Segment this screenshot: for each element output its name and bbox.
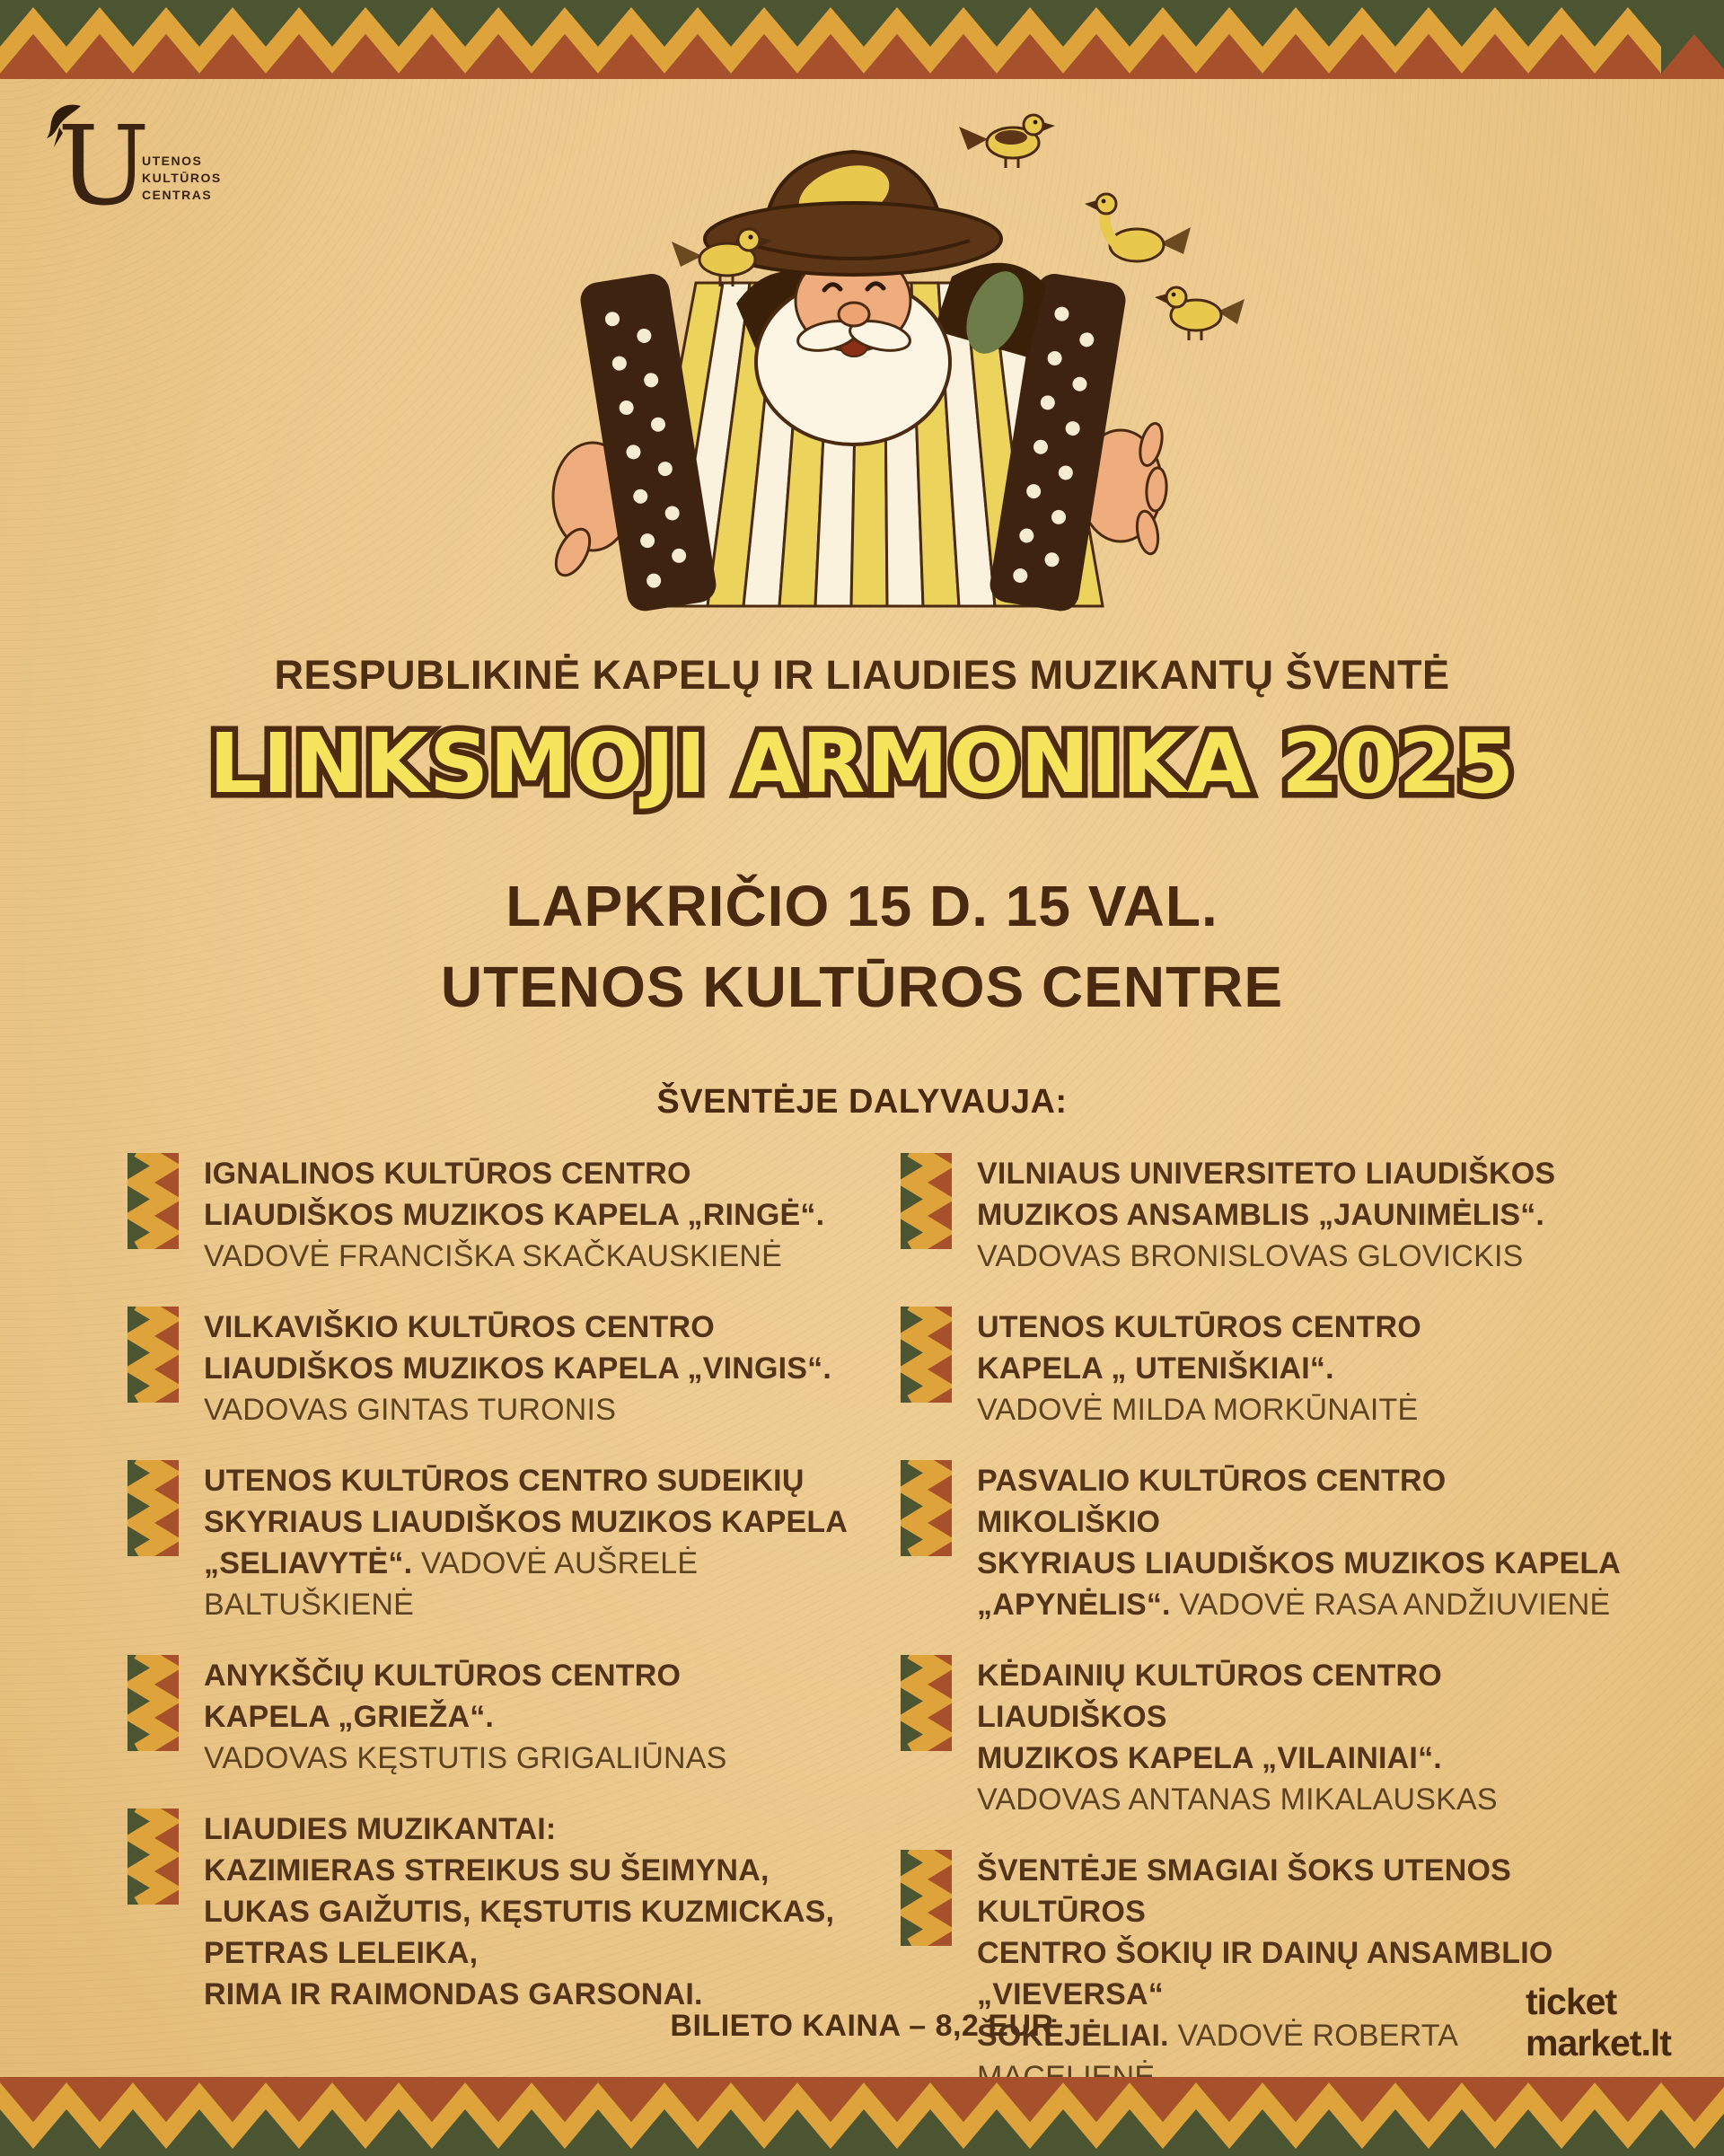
participant-line: ANYKŠČIŲ KULTŪROS CENTRO bbox=[204, 1659, 682, 1693]
zigzag-bullet-icon bbox=[128, 1655, 179, 1751]
participant-line: ŠOKĖJĖLIAI. VADOVĖ ROBERTA bbox=[977, 2019, 1457, 2053]
top-zigzag-border bbox=[0, 0, 1724, 79]
zigzag-bullet-icon bbox=[901, 1850, 952, 1946]
participant-item bbox=[901, 1307, 1636, 1430]
logo-text-line: CENTRAS bbox=[142, 188, 213, 202]
participant-item bbox=[128, 1655, 901, 1779]
zigzag-bullet-icon bbox=[901, 1307, 952, 1403]
participant-text bbox=[977, 1460, 1636, 1625]
participant-line: VILKAVIŠKIO KULTŪROS CENTRO bbox=[204, 1310, 715, 1344]
participant-line: SKYRIAUS LIAUDIŠKOS MUZIKOS KAPELA bbox=[204, 1505, 849, 1539]
logo-text bbox=[142, 153, 222, 204]
zigzag-bullet-icon bbox=[128, 1460, 179, 1556]
participant-item bbox=[901, 1655, 1636, 1820]
participant-line: VADOVAS BRONISLOVAS GLOVICKIS bbox=[977, 1239, 1524, 1273]
participants-heading: ŠVENTĖJE DALYVAUJA: bbox=[656, 1083, 1068, 1121]
participant-line: VADOVAS GINTAS TURONIS bbox=[204, 1393, 617, 1427]
participant-line: KAPELA „ UTENIŠKIAI“. bbox=[977, 1351, 1334, 1386]
zigzag-bullet-icon bbox=[128, 1153, 179, 1249]
event-date: LAPKRIČIO 15 D. 15 VAL. bbox=[506, 874, 1218, 938]
ticket-price: BILIETO KAINA – 8,2 EUR bbox=[670, 2009, 1054, 2043]
participant-line: MUZIKOS KAPELA „VILAINIAI“. bbox=[977, 1741, 1442, 1775]
zigzag-bullet-icon bbox=[128, 1307, 179, 1403]
participant-line: IGNALINOS KULTŪROS CENTRO bbox=[204, 1157, 691, 1191]
participant-line: LIAUDIŠKOS MUZIKOS KAPELA „VINGIS“. bbox=[204, 1351, 832, 1386]
participants-column-left bbox=[128, 1153, 901, 2127]
participant-item bbox=[128, 1460, 901, 1625]
participant-item bbox=[128, 1153, 901, 1277]
participant-text bbox=[204, 1655, 726, 1779]
participant-item bbox=[128, 1808, 901, 2015]
participant-item bbox=[901, 1153, 1636, 1277]
participant-text bbox=[204, 1307, 831, 1430]
participant-line: PETRAS LELEIKA, bbox=[204, 1936, 479, 1970]
participant-line: KĖDAINIŲ KULTŪROS CENTRO LIAUDIŠKOS bbox=[977, 1659, 1442, 1734]
participant-item bbox=[128, 1307, 901, 1430]
zigzag-bullet-icon bbox=[901, 1153, 952, 1249]
participant-line: LIAUDIŠKOS MUZIKOS KAPELA „RINGĖ“. bbox=[204, 1198, 825, 1232]
participant-line: CENTRO ŠOKIŲ IR DAINŲ ANSAMBLIO „VIEVERSA“ bbox=[977, 1936, 1553, 2011]
participant-text bbox=[204, 1808, 834, 2015]
ticketmarket-logo bbox=[1526, 1981, 1671, 2064]
accordion-player-illustration bbox=[467, 92, 1257, 640]
participant-line: PASVALIO KULTŪROS CENTRO MIKOLIŠKIO bbox=[977, 1464, 1447, 1539]
participant-line: KAPELA „GRIEŽA“. bbox=[204, 1700, 495, 1734]
bird-right-neck bbox=[1085, 194, 1191, 261]
event-venue: UTENOS KULTŪROS CENTRE bbox=[440, 955, 1284, 1019]
participant-line: VADOVAS KĘSTUTIS GRIGALIŪNAS bbox=[204, 1741, 727, 1775]
utenos-kulturos-centras-logo bbox=[41, 102, 311, 241]
participant-line: LUKAS GAIŽUTIS, KĘSTUTIS KUZMICKAS, bbox=[204, 1895, 835, 1929]
participant-line: SKYRIAUS LIAUDIŠKOS MUZIKOS KAPELA bbox=[977, 1546, 1622, 1580]
participant-line: VADOVĖ FRANCIŠKA SKAČKAUSKIENĖ bbox=[204, 1239, 782, 1273]
participant-line: „APYNĖLIS“. VADOVĖ RASA ANDŽIUVIENĖ bbox=[977, 1588, 1611, 1622]
participant-text bbox=[977, 1307, 1421, 1430]
bird-far-right bbox=[1155, 287, 1245, 340]
participant-line: KAZIMIERAS STREIKUS SU ŠEIMYNA, bbox=[204, 1853, 770, 1888]
zigzag-bullet-icon bbox=[901, 1460, 952, 1556]
participant-line: VADOVAS ANTANAS MIKALAUSKAS bbox=[977, 1782, 1498, 1817]
participant-text bbox=[204, 1153, 824, 1277]
participant-item bbox=[901, 1460, 1636, 1625]
participant-line: UTENOS KULTŪROS CENTRO SUDEIKIŲ bbox=[204, 1464, 805, 1498]
participant-line: MUZIKOS ANSAMBLIS „JAUNIMĖLIS“. bbox=[977, 1198, 1545, 1232]
ticketmarket-logo-line: market.lt bbox=[1526, 2022, 1671, 2064]
participant-line: VILNIAUS UNIVERSITETO LIAUDIŠKOS bbox=[977, 1157, 1556, 1191]
participant-line: RIMA IR RAIMONDAS GARSONAI. bbox=[204, 1977, 703, 2011]
participant-text bbox=[977, 1655, 1636, 1820]
participant-text bbox=[204, 1460, 901, 1625]
participant-text bbox=[977, 1153, 1555, 1277]
bird-top bbox=[959, 115, 1055, 168]
participants-list bbox=[128, 1153, 1636, 2127]
logo-text-line: UTENOS bbox=[142, 154, 203, 168]
participant-line: UTENOS KULTŪROS CENTRO bbox=[977, 1310, 1421, 1344]
participant-line: VADOVĖ MILDA MORKŪNAITĖ bbox=[977, 1393, 1419, 1427]
zigzag-bullet-icon bbox=[128, 1808, 179, 1905]
zigzag-bullet-icon bbox=[901, 1655, 952, 1751]
participant-line: LIAUDIES MUZIKANTAI: bbox=[204, 1812, 557, 1846]
logo-text-line: KULTŪROS bbox=[142, 171, 222, 185]
ticketmarket-logo-line: ticket bbox=[1526, 1981, 1617, 2022]
event-title: LINKSMOJI ARMONIKA 2025 LINKSMOJI ARMONIKA 2025 bbox=[0, 717, 1724, 812]
event-date-venue bbox=[0, 866, 1724, 1027]
bottom-zigzag-border bbox=[0, 2077, 1724, 2156]
logo-letter: U bbox=[57, 102, 150, 230]
event-subtitle: RESPUBLIKINĖ KAPELŲ IR LIAUDIES MUZIKANTŲ ŠVENTĖ bbox=[274, 652, 1450, 698]
participant-line: „SELIAVYTĖ“. VADOVĖ AUŠRELĖ BALTUŠKIENĖ bbox=[204, 1546, 699, 1622]
participant-line: ŠVENTĖJE SMAGIAI ŠOKS UTENOS KULTŪROS bbox=[977, 1853, 1512, 1929]
